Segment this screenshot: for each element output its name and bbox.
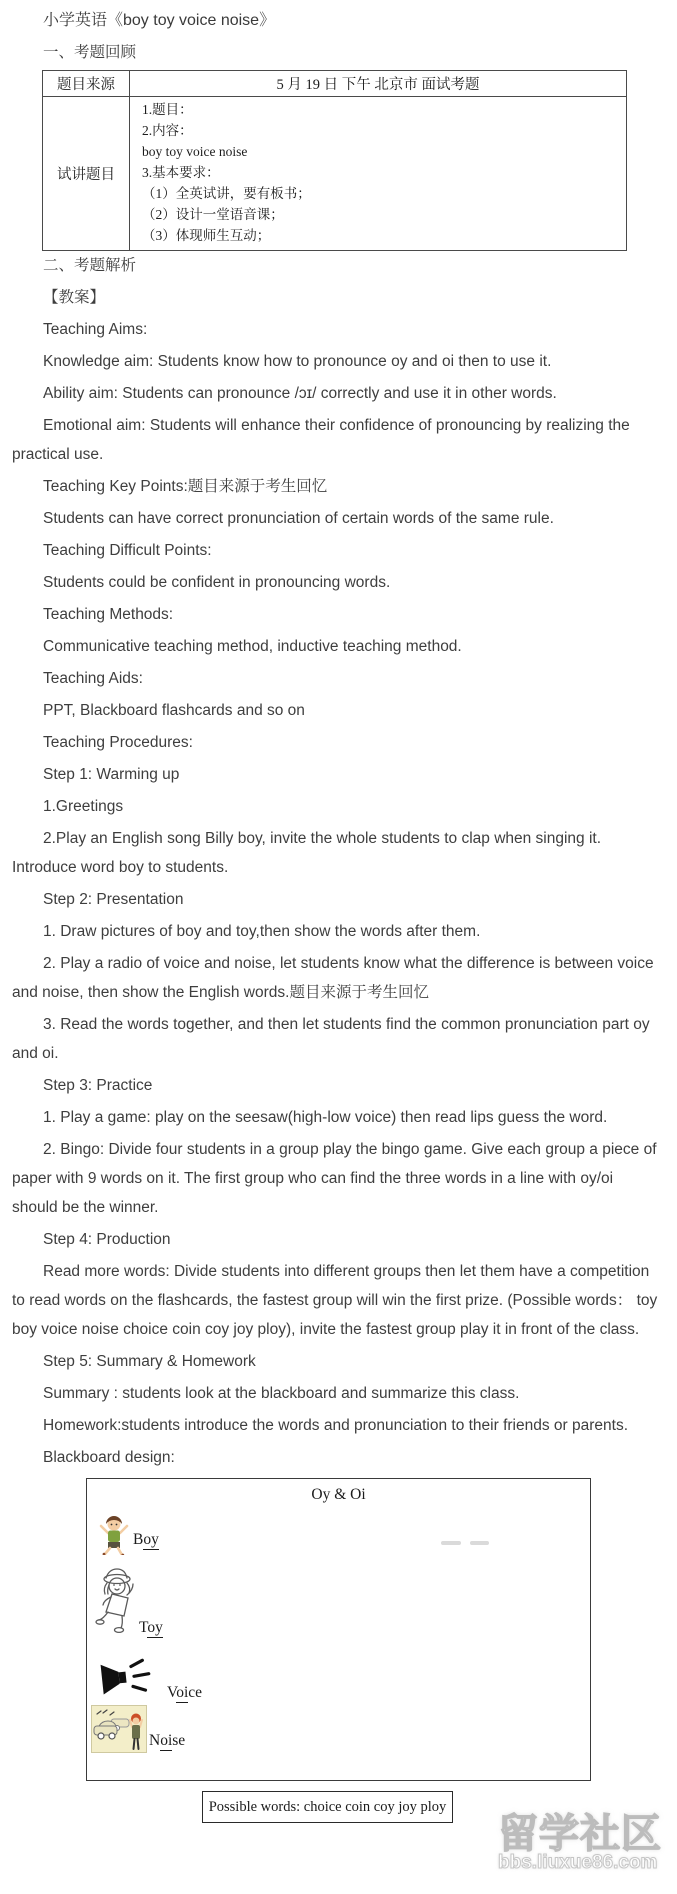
blackboard-design-label: Blackboard design: xyxy=(43,1449,175,1466)
lesson-paragraph: Teaching Aids: xyxy=(43,670,143,687)
lesson-paragraph: 2.Play an English song Billy boy, invite the whole students to clap when singing it. Introduce word boy to students. xyxy=(12,830,602,876)
possible-words-box xyxy=(202,1791,453,1823)
lesson-paragraph: 1. Play a game: play on the seesaw(high-low voice) then read lips guess the word. xyxy=(43,1109,608,1126)
topic-line: （3）体现师生互动； xyxy=(142,228,271,243)
lesson-plan-body xyxy=(12,251,661,1472)
source-value-cell: 5 月 19 日 下午 北京市 面试考题 xyxy=(130,71,627,97)
watermark xyxy=(498,1812,662,1873)
lesson-paragraph: Students can have correct pronunciation of certain words of the same rule. xyxy=(43,510,554,527)
label-prefix: V xyxy=(167,1684,177,1701)
speaker-icon xyxy=(97,1656,156,1698)
topic-line: （2）设计一堂语音课； xyxy=(142,207,284,222)
noise-label xyxy=(149,1732,185,1750)
lesson-paragraph: Knowledge aim: Students know how to pronounce oy and oi then to use it. xyxy=(43,353,552,370)
page-title: 小学英语《boy toy voice noise》 xyxy=(43,12,276,29)
lesson-paragraph: Step 1: Warming up xyxy=(43,766,180,783)
possible-words-text: Possible words: choice coin coy joy ploy xyxy=(208,1799,447,1815)
blackboard-design-box xyxy=(86,1478,591,1781)
topic-line: 1.题目： xyxy=(142,102,193,117)
lesson-paragraph: 3. Read the words together, and then let students find the common pronunciation part oy and oi. xyxy=(12,1016,650,1062)
lesson-paragraph: Teaching Key Points:题目来源于考生回忆 xyxy=(43,478,328,495)
lesson-paragraph: Teaching Difficult Points: xyxy=(43,542,212,559)
lesson-paragraph: Communicative teaching method, inductive teaching method. xyxy=(43,638,462,655)
board-title: Oy & Oi xyxy=(311,1486,366,1503)
lesson-paragraph: 1. Draw pictures of boy and toy,then show the words after them. xyxy=(43,923,481,940)
topic-label-cell: 试讲题目 xyxy=(43,97,130,251)
lesson-paragraph: Teaching Aims: xyxy=(43,321,148,338)
lesson-paragraph: PPT, Blackboard flashcards and so on xyxy=(43,702,305,719)
topic-content-cell xyxy=(130,97,627,251)
topic-line: （1）全英试讲，要有板书； xyxy=(142,186,311,201)
lesson-paragraph: 1.Greetings xyxy=(43,798,124,815)
lesson-paragraph: 2. Bingo: Divide four students in a group play the bingo game. Give each group a piece of paper with 9 words on it. The first group who can find the three words in a line with oy/oi should be the winner. xyxy=(12,1141,657,1216)
lesson-paragraph: Students could be confident in pronouncing words. xyxy=(43,574,391,591)
toy-label xyxy=(139,1619,163,1637)
boy-label xyxy=(133,1531,159,1549)
voice-label xyxy=(167,1684,202,1702)
lesson-paragraph: Step 5: Summary & Homework xyxy=(43,1353,256,1370)
watermark-smudge xyxy=(441,1541,489,1545)
label-prefix: N xyxy=(149,1732,161,1749)
table-row xyxy=(43,71,627,97)
lesson-paragraph: Emotional aim: Students will enhance their confidence of pronouncing by realizing the practical use. xyxy=(12,417,630,463)
exam-source-table xyxy=(42,70,627,251)
label-underlined: oy xyxy=(143,1531,159,1548)
watermark-brand: 留学社区 xyxy=(498,1812,662,1856)
watermark-site: bbs.liuxue86.com xyxy=(498,1852,658,1873)
lesson-paragraph: Step 2: Presentation xyxy=(43,891,184,908)
lesson-paragraph: Teaching Methods: xyxy=(43,606,174,623)
source-label-cell: 题目来源 xyxy=(43,71,130,97)
label-suffix: se xyxy=(172,1732,186,1749)
table-row xyxy=(43,97,627,251)
lesson-paragraph: Step 3: Practice xyxy=(43,1077,153,1094)
label-prefix: B xyxy=(133,1531,144,1548)
toy-doll-sketch-image xyxy=(95,1567,141,1637)
traffic-noise-picture-image xyxy=(91,1705,147,1753)
lesson-paragraph: 2. Play a radio of voice and noise, let students know what the difference is between voice and noise, then show the English words.题目来源于考生回忆 xyxy=(12,955,654,1001)
lesson-paragraph: Teaching Procedures: xyxy=(43,734,193,751)
label-prefix: T xyxy=(139,1619,148,1636)
section-heading-1: 一、考题回顾 xyxy=(43,44,137,61)
topic-line: 2.内容： xyxy=(142,123,193,138)
label-underlined: oi xyxy=(160,1732,173,1749)
label-underlined: oy xyxy=(147,1619,163,1636)
lesson-paragraph: Read more words: Divide students into different groups then let them have a competition to read words on the flashcards, the fastest group will win the first prize. (Possible words： toy boy voice noise choice coin coy joy ploy), invite the fastest group play it in front of the class. xyxy=(12,1263,658,1338)
boy-cartoon-image xyxy=(95,1513,133,1555)
label-suffix: ce xyxy=(188,1684,203,1701)
topic-line: 3.基本要求： xyxy=(142,165,220,180)
lesson-paragraph: Ability aim: Students can pronounce /ɔɪ/ correctly and use it in other words. xyxy=(43,385,557,402)
lesson-paragraph: Homework:students introduce the words and pronunciation to their friends or parents. xyxy=(43,1417,629,1434)
topic-line: boy toy voice noise xyxy=(142,144,248,159)
plan-label: 【教案】 xyxy=(43,289,106,306)
lesson-paragraph: Summary : students look at the blackboard and summarize this class. xyxy=(43,1385,520,1402)
lesson-paragraph: Step 4: Production xyxy=(43,1231,171,1248)
section-heading-2: 二、考题解析 xyxy=(43,257,137,274)
label-underlined: oi xyxy=(176,1684,189,1701)
